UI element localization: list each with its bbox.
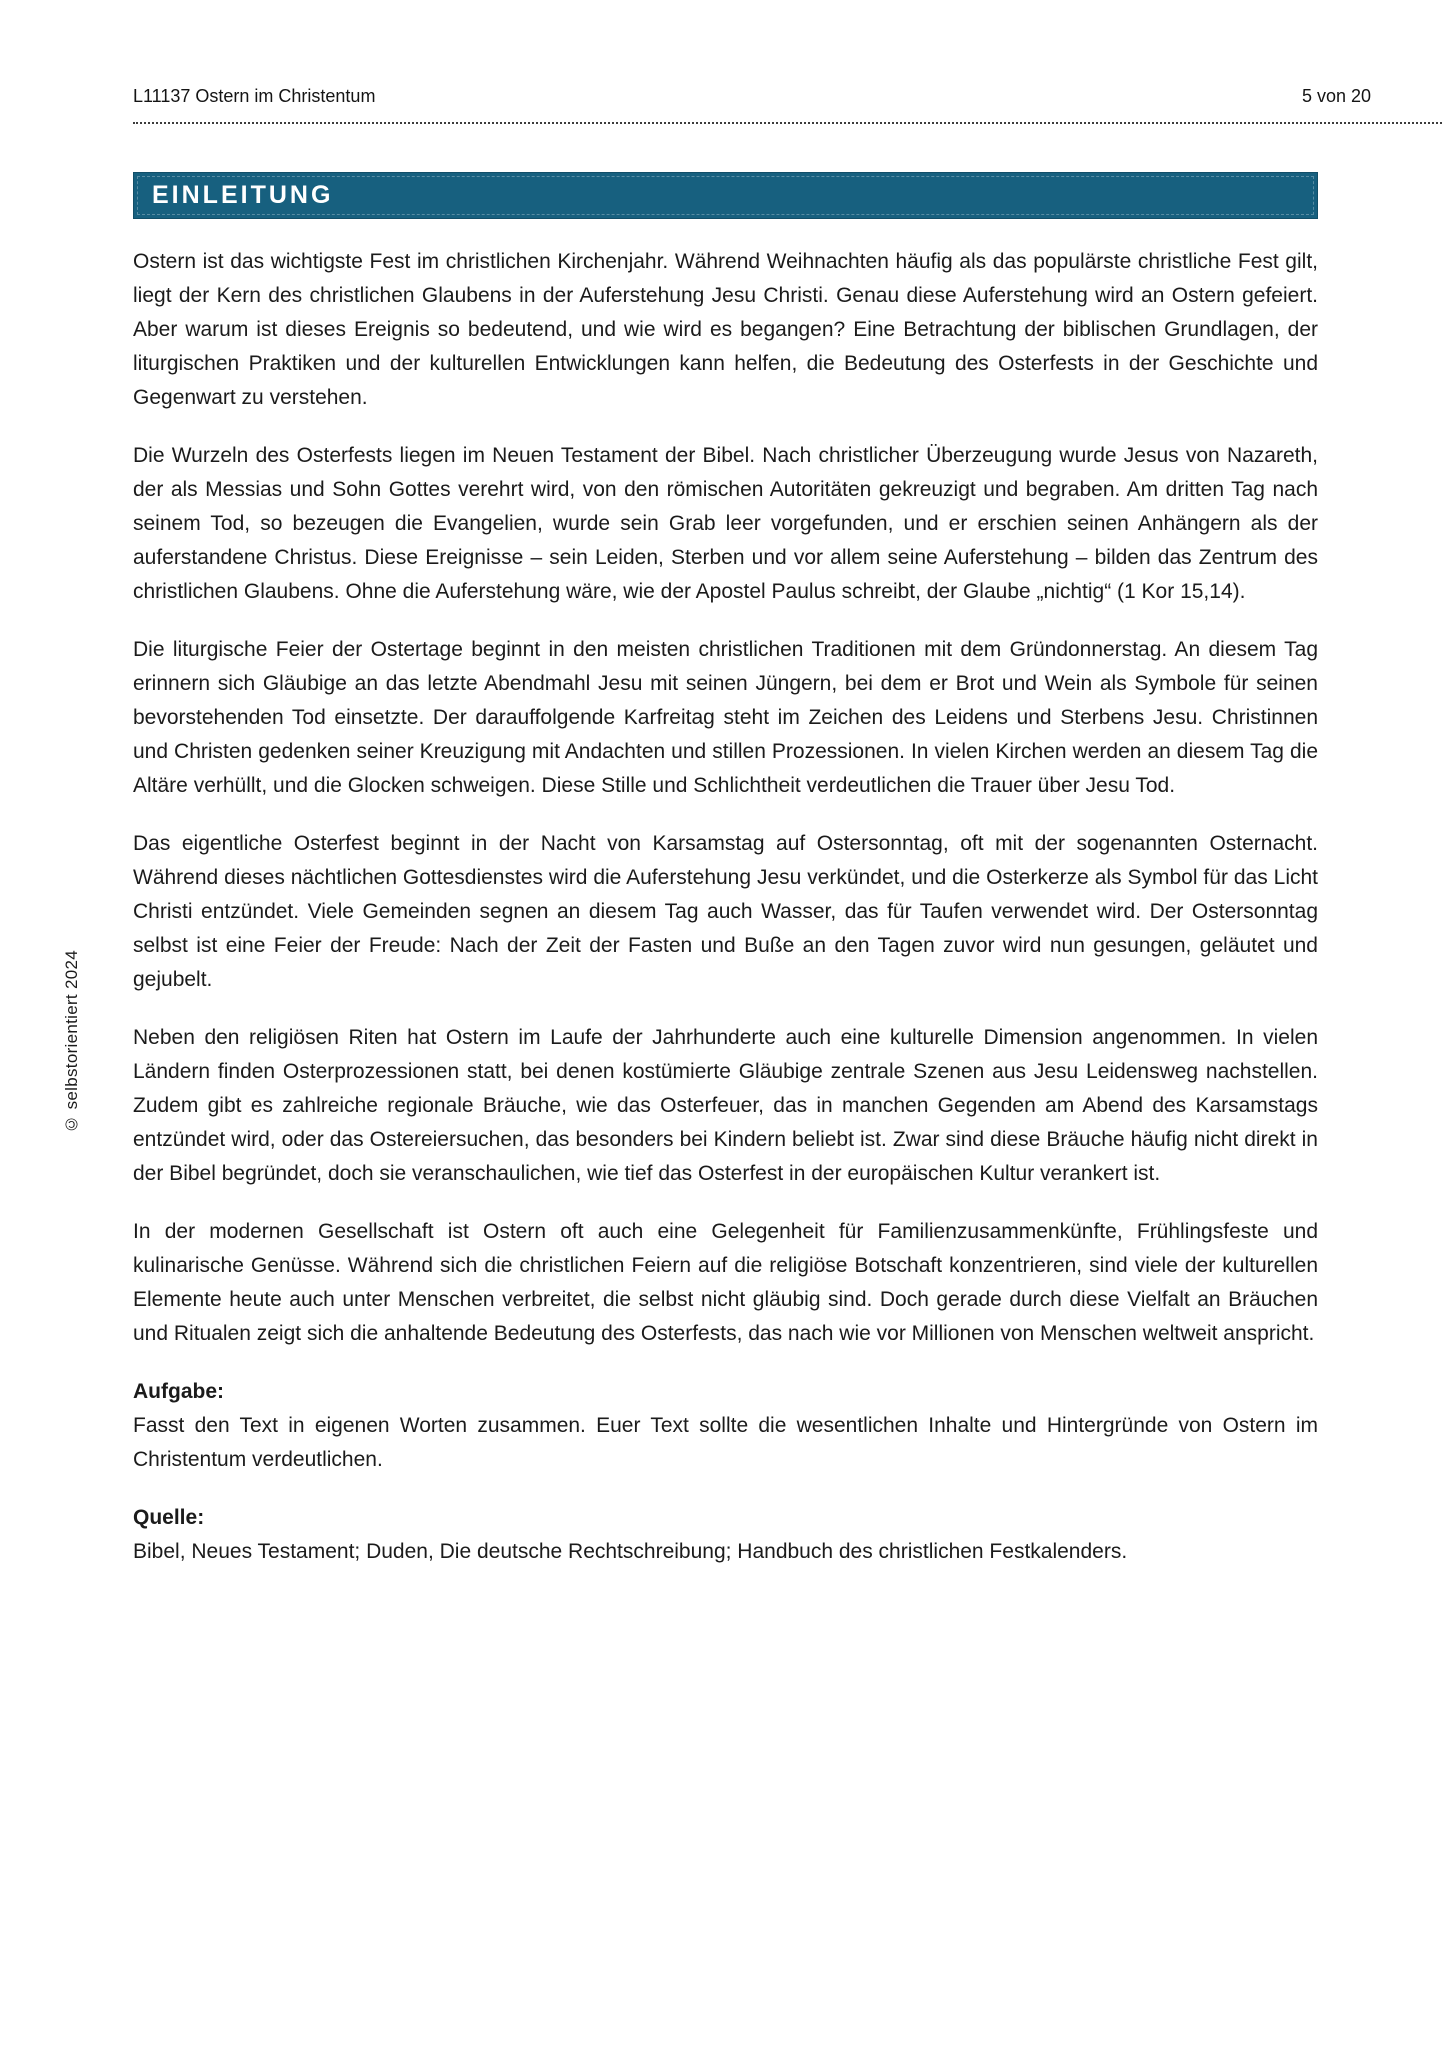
paragraph-intro: Ostern ist das wichtigste Fest im christlichen Kirchenjahr. Während Weihnachten häufig als das populärste christliche Fest gilt, liegt der Kern des christlichen Glaubens in der Auferstehung Jesu Christi. Genau diese Auferstehung wird an Ostern gefeiert. Aber warum ist dieses Ereignis so bedeutend, und wie wird es begangen? Eine Betrachtung der biblischen Grundlagen, der liturgischen Praktiken und der kulturellen Entwicklungen kann helfen, die Bedeutung des Osterfests in der Geschichte und Gegenwart zu verstehen. [133, 250, 1318, 409]
document-body [133, 245, 1318, 1593]
header-page-number: 5 von 20 [1301, 86, 1371, 106]
source-heading: Quelle: [133, 1506, 205, 1529]
page-header [133, 86, 1371, 107]
paragraph-modern: In der modernen Gesellschaft ist Ostern oft auch eine Gelegenheit für Familienzusammenkünfte, Frühlingsfeste und kulinarische Genüsse. Während sich die christlichen Feiern auf die religiöse Botschaft konzentrieren, sind viele der kulturellen Elemente heute auch unter Menschen verbreitet, die selbst nicht gläubig sind. Doch gerade durch diese Vielfalt an Bräuchen und Ritualen zeigt sich die anhaltende Bedeutung des Osterfests, das nach wie vor Millionen von Menschen weltweit anspricht. [133, 1220, 1318, 1345]
copyright-vertical-label: © selbstorientiert 2024 [62, 950, 81, 1134]
header-divider [133, 122, 1442, 124]
paragraph-roots: Die Wurzeln des Osterfests liegen im Neuen Testament der Bibel. Nach christlicher Überzeugung wurde Jesus von Nazareth, der als Messias und Sohn Gottes verehrt wird, von den römischen Autoritäten gekreuzigt und begraben. Am dritten Tag nach seinem Tod, so bezeugen die Evangelien, wurde sein Grab leer vorgefunden, und er erschien seinen Anhängern als der auferstandene Christus. Diese Ereignisse – sein Leiden, Sterben und vor allem seine Auferstehung – bilden das Zentrum des christlichen Glaubens. Ohne die Auferstehung wäre, wie der Apostel Paulus schreibt, der Glaube „nichtig“ (1 Kor 15,14). [133, 444, 1318, 603]
section-title: EINLEITUNG [152, 181, 334, 209]
paragraph-liturgy: Die liturgische Feier der Ostertage beginnt in den meisten christlichen Traditionen mit dem Gründonnerstag. An diesem Tag erinnern sich Gläubige an das letzte Abendmahl Jesu mit seinen Jüngern, bei dem er Brot und Wein als Symbole für seinen bevorstehenden Tod einsetzte. Der darauffolgende Karfreitag steht im Zeichen des Leidens und Sterbens Jesu. Christinnen und Christen gedenken seiner Kreuzigung mit Andachten und stillen Prozessionen. In vielen Kirchen werden an diesem Tag die Altäre verhüllt, und die Glocken schweigen. Diese Stille und Schlichtheit verdeutlichen die Trauer über Jesu Tod. [133, 638, 1318, 797]
task-text: Fasst den Text in eigenen Worten zusammen. Euer Text sollte die wesentlichen Inhalte und Hintergründe von Ostern im Christentum verdeutlichen. [133, 1414, 1318, 1471]
header-doc-id: L11137 Ostern im Christentum [133, 86, 376, 106]
paragraph-osternacht: Das eigentliche Osterfest beginnt in der Nacht von Karsamstag auf Ostersonntag, oft mit der sogenannten Osternacht. Während dieses nächtlichen Gottesdienstes wird die Auferstehung Jesu verkündet, und die Osterkerze als Symbol für das Licht Christi entzündet. Viele Gemeinden segnen an diesem Tag auch Wasser, das für Taufen verwendet wird. Der Ostersonntag selbst ist eine Feier der Freude: Nach der Zeit der Fasten und Buße an den Tagen zuvor wird nun gesungen, geläutet und gejubelt. [133, 832, 1318, 991]
section-banner [133, 172, 1318, 219]
task-heading: Aufgabe: [133, 1380, 224, 1403]
source-text: Bibel, Neues Testament; Duden, Die deutsche Rechtschreibung; Handbuch des christlichen Festkalenders. [133, 1540, 1128, 1563]
paragraph-culture: Neben den religiösen Riten hat Ostern im Laufe der Jahrhunderte auch eine kulturelle Dimension angenommen. In vielen Ländern finden Osterprozessionen statt, bei denen kostümierte Gläubige zentrale Szenen aus Jesu Leidensweg nachstellen. Zudem gibt es zahlreiche regionale Bräuche, wie das Osterfeuer, das in manchen Gegenden am Abend des Karsamstags entzündet wird, oder das Ostereiersuchen, das besonders bei Kindern beliebt ist. Zwar sind diese Bräuche häufig nicht direkt in der Bibel begründet, doch sie veranschaulichen, wie tief das Osterfest in der europäischen Kultur verankert ist. [133, 1026, 1318, 1185]
